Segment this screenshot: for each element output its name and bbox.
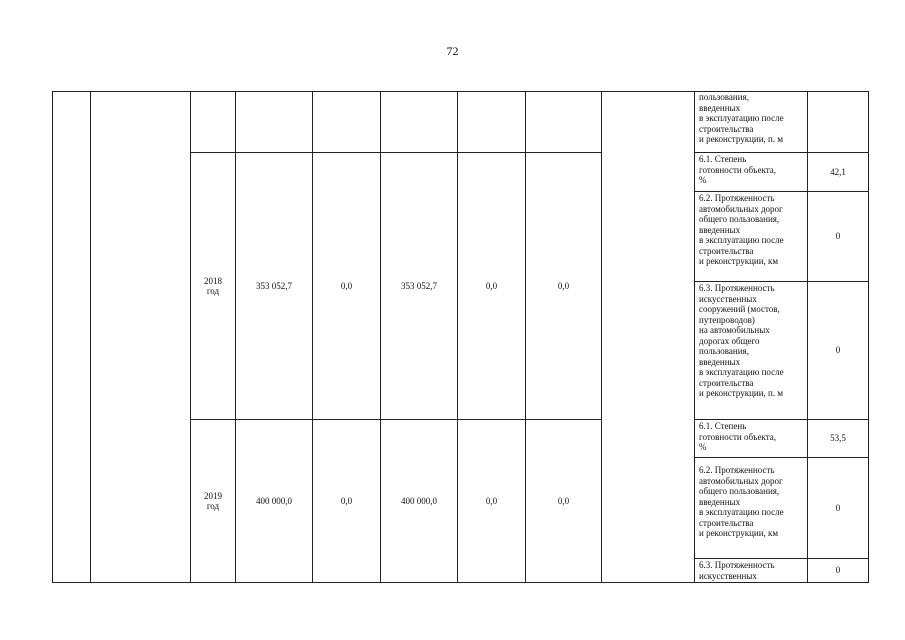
row0-federal-cell [313,91,381,153]
year-2019-value-6-1: 53,5 [808,420,869,458]
row0-value-cell [808,91,869,153]
year-2018-federal: 0,0 [313,153,381,420]
row0-regional-cell [381,91,458,153]
year-2018-value-6-3: 0 [808,282,869,420]
row0-indicator-cell: пользования, введенных в эксплуатацию после строительства и реконструкции, п. м [695,91,808,153]
year-2018-indicator-6-1: 6.1. Степень готовности объекта, % [695,153,808,192]
year-2018-indicator-6-3: 6.3. Протяженность искусственных сооружений (мостов, путепроводов) на автомобильных дорогах общего пользования, введенных в эксплуатацию после строительства и реконструкции, п. м [695,282,808,420]
year-2019-federal: 0,0 [313,420,381,583]
row0-local-cell [458,91,526,153]
year-2018-other: 0,0 [526,153,602,420]
row0-other-cell [526,91,602,153]
year-2018-value-6-2: 0 [808,192,869,282]
year-2019-regional: 400 000,0 [381,420,458,583]
col-responsible-cell [602,91,695,583]
year-2018-regional: 353 052,7 [381,153,458,420]
col-number-cell [52,91,91,583]
year-2019-value-6-3: 0 [808,559,869,583]
year-2019-indicator-6-1: 6.1. Степень готовности объекта, % [695,420,808,458]
page-number: 72 [446,44,459,58]
col-name-cell [91,91,191,583]
year-2019-value-6-2: 0 [808,458,869,559]
year-2019-indicator-6-2: 6.2. Протяженность автомобильных дорог общего пользования, введенных в эксплуатацию после строительства и реконструкции, км [695,458,808,559]
year-2019-indicator-6-3: 6.3. Протяженность искусственных [695,559,808,583]
year-2019-cell: 2019 год [191,420,236,583]
year-2019-total: 400 000,0 [236,420,313,583]
year-2018-indicator-6-2: 6.2. Протяженность автомобильных дорог общего пользования, введенных в эксплуатацию после строительства и реконструкции, км [695,192,808,282]
year-2018-local: 0,0 [458,153,526,420]
row0-year-cell [191,91,236,153]
year-2018-value-6-1: 42,1 [808,153,869,192]
row0-total-cell [236,91,313,153]
year-2018-cell: 2018 год [191,153,236,420]
year-2019-other: 0,0 [526,420,602,583]
year-2019-local: 0,0 [458,420,526,583]
year-2018-total: 353 052,7 [236,153,313,420]
